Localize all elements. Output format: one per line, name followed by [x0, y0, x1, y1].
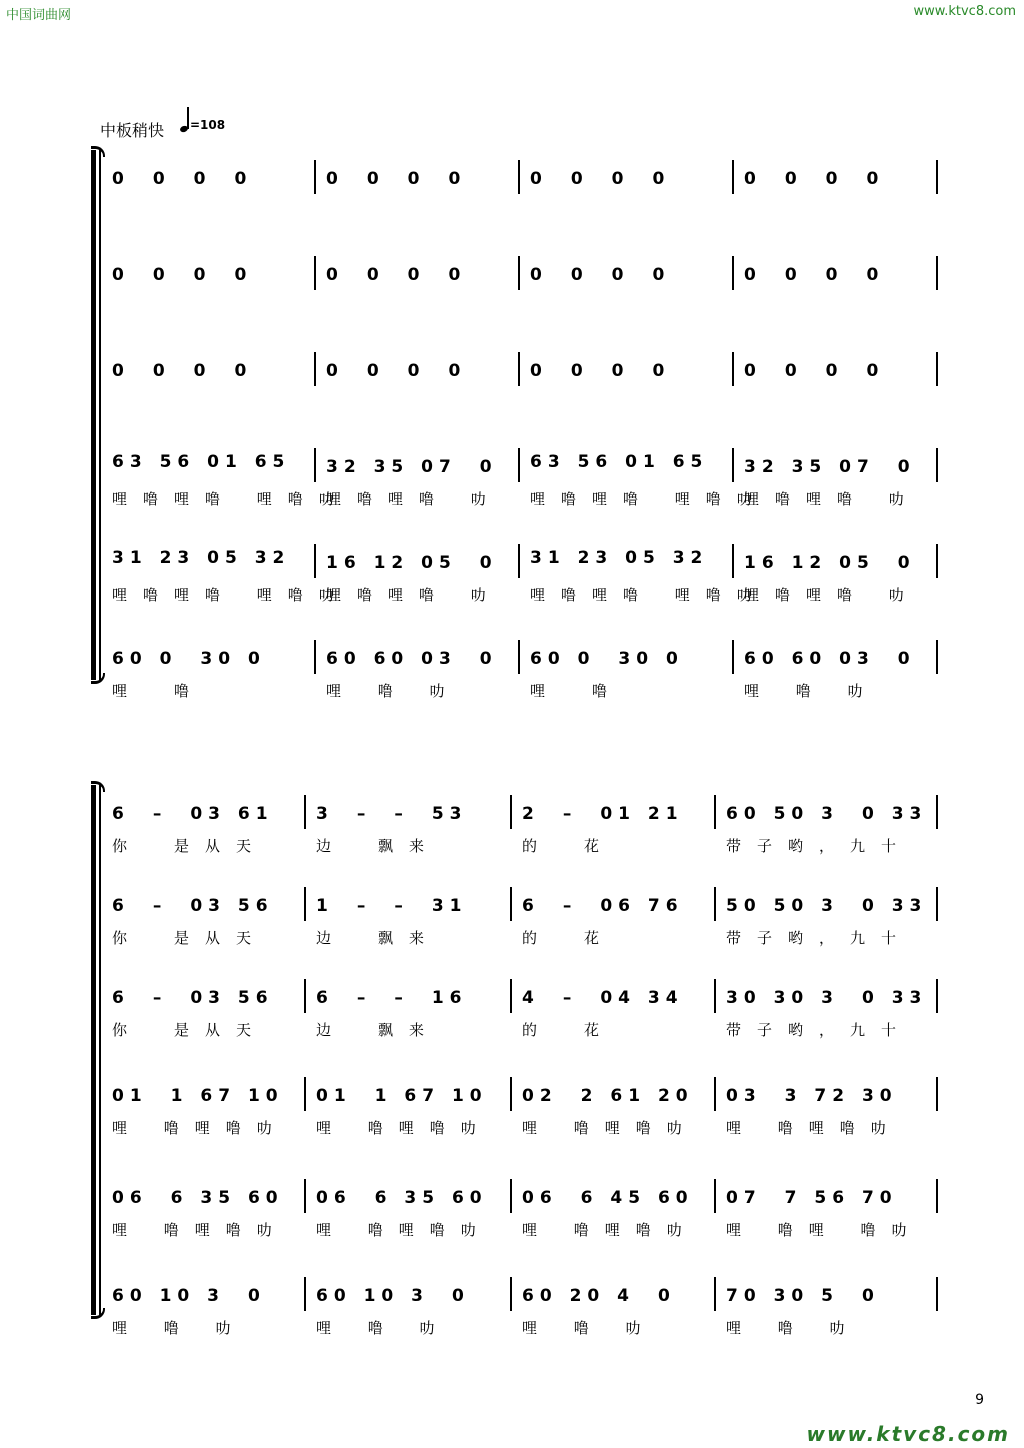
measure-notes: 1 – – 31 — [316, 896, 468, 916]
measure-notes: 60 0 30 0 — [530, 649, 684, 669]
measure-notes: 06 6 45 60 — [522, 1188, 694, 1208]
lyric-text: 哩噜哩噜 哩噜叻 — [530, 490, 768, 508]
barline — [314, 160, 316, 194]
staff-row — [108, 1177, 958, 1239]
barline — [314, 256, 316, 290]
system-brace — [90, 785, 100, 1315]
lyric-text: 带子哟，九十 — [726, 1021, 913, 1039]
staff-row — [108, 350, 958, 386]
tempo-marking: 中板稍快 — [100, 121, 165, 140]
barline — [936, 640, 938, 674]
measure-notes: 60 60 03 0 — [744, 649, 916, 669]
staff-row — [108, 254, 958, 290]
lyric-text: 的 花 — [522, 929, 616, 947]
barline — [518, 544, 520, 578]
lyric-text: 哩 噜哩噜叻 — [112, 1221, 288, 1239]
barline — [936, 795, 938, 829]
measure-notes: 0 0 0 0 — [530, 169, 671, 189]
lyric-text: 哩 噜 — [112, 682, 206, 700]
measure-notes: 31 23 05 32 — [112, 548, 291, 568]
barline — [510, 979, 512, 1013]
measure-notes: 0 0 0 0 — [112, 169, 253, 189]
barline — [714, 1179, 716, 1213]
staff-row — [108, 793, 958, 855]
measure-notes: 32 35 07 0 — [744, 457, 916, 477]
barline — [314, 448, 316, 482]
staff-row — [108, 158, 958, 194]
lyric-text: 哩 噜哩噜叻 — [726, 1119, 902, 1137]
barline — [304, 1277, 306, 1311]
barline — [936, 1179, 938, 1213]
measure-notes: 60 0 30 0 — [112, 649, 266, 669]
measure-notes: 06 6 35 60 — [112, 1188, 284, 1208]
staff-row — [108, 638, 958, 700]
lyric-text: 哩 噜哩噜叻 — [522, 1119, 698, 1137]
measure-notes: 6 – 03 61 — [112, 804, 274, 824]
lyric-text: 哩噜哩噜 叻 — [744, 586, 920, 604]
metronome-marking — [180, 106, 225, 132]
measure-notes: 60 60 03 0 — [326, 649, 498, 669]
measure-notes: 6 – 06 76 — [522, 896, 684, 916]
lyric-text: 哩 噜 — [530, 682, 624, 700]
lyric-text: 哩 噜 叻 — [522, 1319, 657, 1337]
barline — [936, 979, 938, 1013]
barline — [936, 160, 938, 194]
barline — [518, 448, 520, 482]
barline — [518, 160, 520, 194]
measure-notes: 0 0 0 0 — [326, 265, 467, 285]
lyric-text: 带子哟，九十 — [726, 929, 913, 947]
measure-notes: 0 0 0 0 — [112, 265, 253, 285]
measure-notes: 32 35 07 0 — [326, 457, 498, 477]
lyric-text: 哩 噜哩噜叻 — [316, 1221, 492, 1239]
barline — [314, 544, 316, 578]
barline — [714, 979, 716, 1013]
barline — [936, 448, 938, 482]
barline — [732, 256, 734, 290]
page-number: 9 — [975, 1392, 984, 1408]
barline — [304, 1077, 306, 1111]
site-url-right[interactable]: www.ktvc8.com — [913, 4, 1016, 19]
measure-notes: 07 7 56 70 — [726, 1188, 898, 1208]
measure-notes: 4 – 04 34 — [522, 988, 684, 1008]
measure-notes: 0 0 0 0 — [530, 361, 671, 381]
barline — [714, 1077, 716, 1111]
system-brace — [90, 150, 100, 680]
barline — [936, 887, 938, 921]
barline — [714, 1277, 716, 1311]
staff-row — [108, 885, 958, 947]
lyric-text: 哩噜哩噜 叻 — [326, 490, 502, 508]
barline — [732, 448, 734, 482]
staff-row — [108, 446, 958, 508]
lyric-text: 你 是从天 — [112, 837, 268, 855]
lyric-text: 哩 噜 叻 — [112, 1319, 247, 1337]
measure-notes: 06 6 35 60 — [316, 1188, 488, 1208]
measure-notes: 70 30 5 0 — [726, 1286, 880, 1306]
lyric-text: 哩 噜 叻 — [326, 682, 461, 700]
barline — [314, 640, 316, 674]
barline — [732, 544, 734, 578]
measure-notes: 0 0 0 0 — [530, 265, 671, 285]
measure-notes: 6 – 03 56 — [112, 988, 274, 1008]
measure-notes: 0 0 0 0 — [326, 169, 467, 189]
lyric-text: 哩 噜 叻 — [316, 1319, 451, 1337]
barline — [510, 1179, 512, 1213]
lyric-text: 你 是从天 — [112, 1021, 268, 1039]
quarter-note-icon — [180, 106, 190, 132]
measure-notes: 63 56 01 65 — [112, 452, 291, 472]
staff-row — [108, 977, 958, 1039]
barline — [510, 1277, 512, 1311]
measure-notes: 30 30 3 0 33 — [726, 988, 928, 1008]
measure-notes: 60 10 3 0 — [112, 1286, 266, 1306]
barline — [732, 352, 734, 386]
lyric-text: 带子哟，九十 — [726, 837, 913, 855]
lyric-text: 哩 噜哩噜叻 — [316, 1119, 492, 1137]
measure-notes: 63 56 01 65 — [530, 452, 709, 472]
measure-notes: 16 12 05 0 — [326, 553, 498, 573]
staff-row — [108, 542, 958, 604]
measure-notes: 2 – 01 21 — [522, 804, 684, 824]
lyric-text: 哩 噜哩 噜叻 — [726, 1221, 923, 1239]
barline — [714, 887, 716, 921]
measure-notes: 01 1 67 10 — [112, 1086, 284, 1106]
barline — [714, 795, 716, 829]
barline — [510, 887, 512, 921]
measure-notes: 3 – – 53 — [316, 804, 468, 824]
measure-notes: 03 3 72 30 — [726, 1086, 898, 1106]
barline — [936, 352, 938, 386]
lyric-text: 你 是从天 — [112, 929, 268, 947]
watermark: www.ktvc8.com — [806, 1422, 1010, 1446]
barline — [518, 256, 520, 290]
measure-notes: 50 50 3 0 33 — [726, 896, 928, 916]
measure-notes: 02 2 61 20 — [522, 1086, 694, 1106]
measure-notes: 6 – 03 56 — [112, 896, 274, 916]
barline — [936, 256, 938, 290]
lyric-text: 的 花 — [522, 837, 616, 855]
lyric-text: 哩 噜哩噜叻 — [522, 1221, 698, 1239]
lyric-text: 哩 噜哩噜叻 — [112, 1119, 288, 1137]
measure-notes: 60 50 3 0 33 — [726, 804, 928, 824]
lyric-text: 哩噜哩噜 叻 — [326, 586, 502, 604]
barline — [304, 1179, 306, 1213]
barline — [936, 1077, 938, 1111]
lyric-text: 哩 噜 叻 — [744, 682, 879, 700]
staff-row — [108, 1075, 958, 1137]
barline — [936, 1277, 938, 1311]
site-logo-left[interactable]: 中国词曲网 — [6, 8, 72, 23]
measure-notes: 6 – – 16 — [316, 988, 468, 1008]
lyric-text: 边 飘来 — [316, 837, 441, 855]
measure-notes: 60 20 4 0 — [522, 1286, 676, 1306]
barline — [732, 640, 734, 674]
lyric-text: 哩噜哩噜 叻 — [744, 490, 920, 508]
measure-notes: 0 0 0 0 — [744, 361, 885, 381]
measure-notes: 0 0 0 0 — [744, 169, 885, 189]
measure-notes: 60 10 3 0 — [316, 1286, 470, 1306]
lyric-text: 哩噜哩噜 哩噜叻 — [530, 586, 768, 604]
barline — [304, 887, 306, 921]
barline — [510, 1077, 512, 1111]
measure-notes: 16 12 05 0 — [744, 553, 916, 573]
barline — [732, 160, 734, 194]
measure-notes: 01 1 67 10 — [316, 1086, 488, 1106]
barline — [304, 795, 306, 829]
barline — [936, 544, 938, 578]
lyric-text: 哩 噜 叻 — [726, 1319, 861, 1337]
staff-row — [108, 1275, 958, 1337]
lyric-text: 边 飘来 — [316, 1021, 441, 1039]
lyric-text: 边 飘来 — [316, 929, 441, 947]
lyric-text: 哩噜哩噜 哩噜叻 — [112, 490, 350, 508]
lyric-text: 哩噜哩噜 哩噜叻 — [112, 586, 350, 604]
metronome-value: =108 — [190, 118, 226, 132]
barline — [518, 640, 520, 674]
barline — [314, 352, 316, 386]
barline — [510, 795, 512, 829]
measure-notes: 0 0 0 0 — [326, 361, 467, 381]
barline — [304, 979, 306, 1013]
measure-notes: 0 0 0 0 — [744, 265, 885, 285]
measure-notes: 31 23 05 32 — [530, 548, 709, 568]
barline — [518, 352, 520, 386]
lyric-text: 的 花 — [522, 1021, 616, 1039]
measure-notes: 0 0 0 0 — [112, 361, 253, 381]
